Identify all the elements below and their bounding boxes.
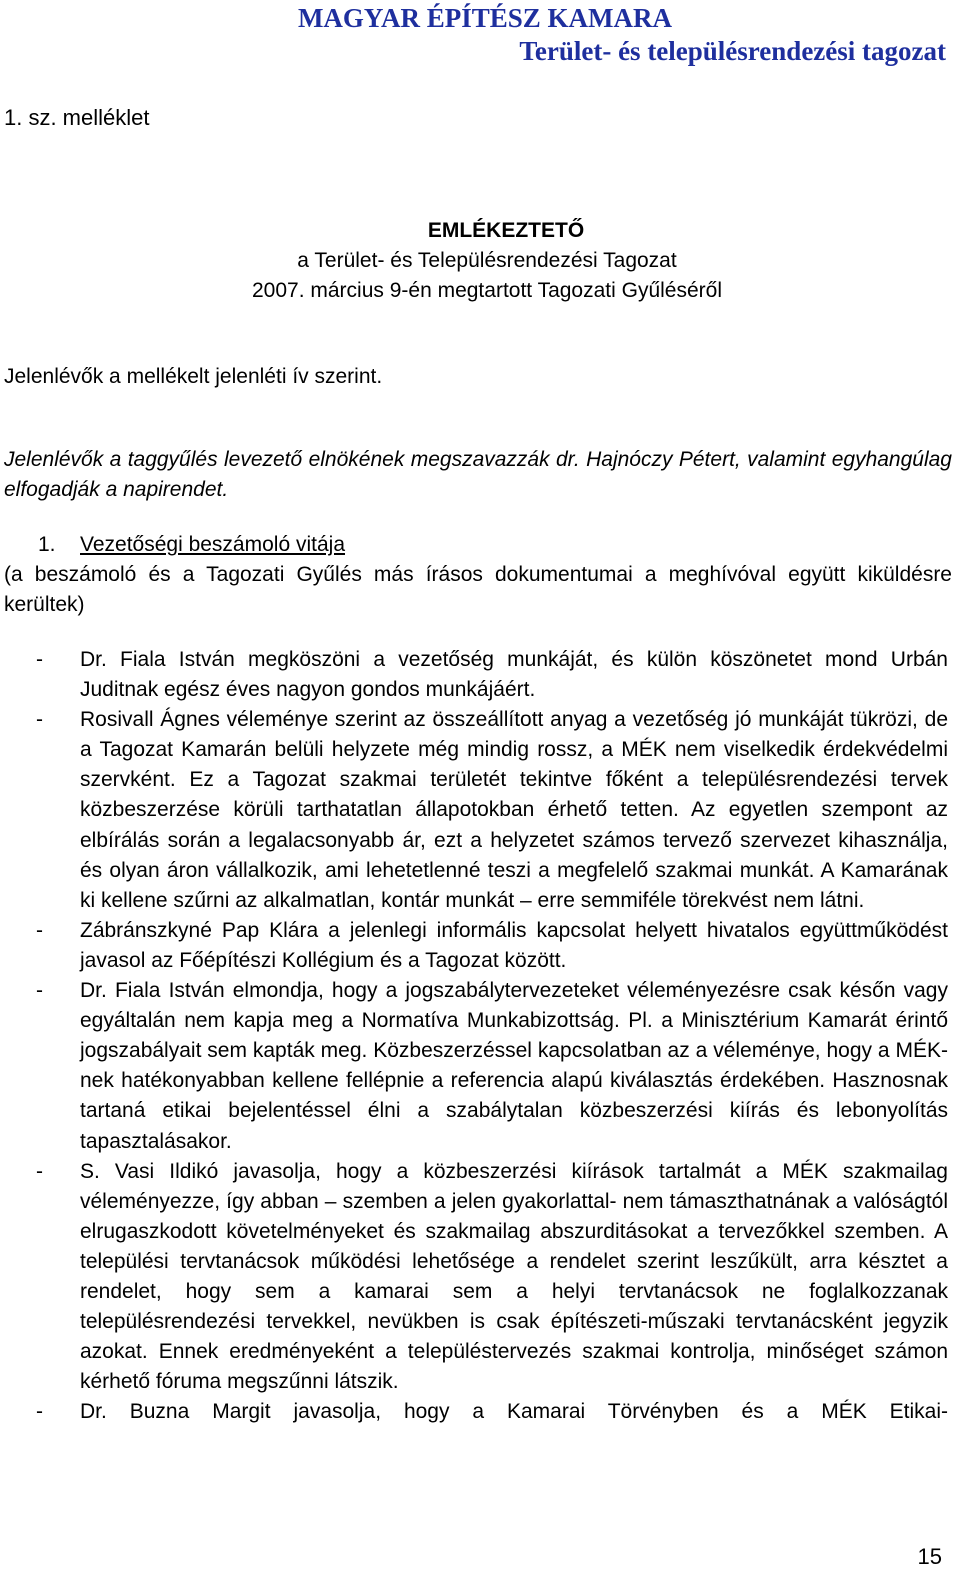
- comment-text: Zábránszkyné Pap Klára a jelenlegi informális kapcsolat helyett hivatalos együttműködést javasol az Főépítészi Kollégium és a Tagozat között.: [80, 918, 948, 972]
- comment-item: [0, 916, 948, 976]
- comment-text: Dr. Fiala István elmondja, hogy a jogszabálytervezeteket véleményezésre csak későn vagy egyáltalán nem kapja meg a Normatíva Munkabizottság. Pl. a Minisztérium Kamarát érintő jogszabályait sem kapták meg. Közbeszerzéssel kapcsolatban az a véleménye, hogy a MÉK-nek hatékonyabban kellene fellépnie a referencia alapú kiválasztás érdekében. Hasznosnak tartaná etikai bejelentéssel élni a szabálytalan közbeszerzési kiírás és lebonyolítás tapasztalásakor.: [80, 979, 948, 1153]
- memo-title: EMLÉKEZTETŐ: [427, 219, 585, 242]
- comment-item: [0, 1397, 948, 1427]
- organization-name: MAGYAR ÉPÍTÉSZ KAMARA: [297, 3, 672, 33]
- organization-section: Terület- és településrendezési tagozat: [519, 36, 946, 66]
- comment-item: [0, 976, 948, 1157]
- attendance-note: Jelenlévők a mellékelt jelenléti ív szerint.: [4, 365, 383, 388]
- agenda-item-title: Vezetőségi beszámoló vitája: [80, 533, 345, 556]
- comment-item: [0, 645, 948, 705]
- comment-item: [0, 1157, 948, 1398]
- page-number: 15: [917, 1544, 942, 1569]
- organization-header: [298, 2, 946, 68]
- bullet-dash: -: [36, 1400, 43, 1424]
- bullet-dash: -: [36, 708, 43, 732]
- memo-subtitle: a Terület- és Településrendezési Tagozat: [297, 249, 677, 272]
- comment-item: [0, 705, 948, 916]
- comment-text: Dr. Buzna Margit javasolja, hogy a Kamarai Törvényben és a MÉK Etikai-: [80, 1400, 948, 1424]
- memo-date-line: 2007. március 9-én megtartott Tagozati Gyűléséről: [251, 279, 723, 302]
- comment-text: S. Vasi Ildikó javasolja, hogy a közbeszerzési kiírások tartalmát a MÉK szakmailag véleményezze, így abban – szemben a jelen gyakorlattal- nem támaszthatnának a valóságtól elrugaszkodott követelményeket és szakmailag abszurditásokat a tervezőkkel szemben. A települési tervtanácsok működési lehetősége a rendelet szerint leszűkült, arra késztet a rendelet, hogy sem a kamarai sem a helyi tervtanácsok ne foglalkozzanak településrendezési tervekkel, nevükben is csak építészeti-műszaki tervtanácsként jegyzik azokat. Ennek eredményeként a településtervezés szakmai kontrolja, minőséget számon kérhető fóruma megszűnni látszik.: [80, 1159, 948, 1394]
- bullet-dash: -: [36, 648, 43, 671]
- agenda-item-number: 1.: [38, 533, 56, 556]
- bullet-dash: -: [36, 979, 43, 1003]
- comment-list: [0, 645, 960, 1427]
- bullet-dash: -: [36, 918, 43, 942]
- comment-text: Dr. Fiala István megköszöni a vezetőség munkáját, és külön köszönetet mond Urbán Juditnak egész éves nagyon gondos munkájáért.: [80, 648, 948, 702]
- election-paragraph: Jelenlévők a taggyűlés levezető elnökének megszavazzák dr. Hajnóczy Pétert, valamint egyhangúlag elfogadják a napirendet.: [4, 448, 952, 501]
- agenda-item-note: (a beszámoló és a Tagozati Gyűlés más írásos dokumentumai a meghívóval együtt kiküldésre kerültek): [4, 563, 952, 617]
- attachment-label: 1. sz. melléklet: [4, 105, 150, 130]
- bullet-dash: -: [36, 1159, 43, 1183]
- comment-text: Rosivall Ágnes véleménye szerint az összeállított anyag a vezetőség jó munkáját tükrözi, de a Tagozat Kamarán belüli helyzete még mindig rossz, a MÉK nem viselkedik érdekvédelmi szervként. Ez a Tagozat szakmai területét tekintve főként a településrendezési tervek közbeszerzése körüli tarthatatlan állapotokban érhető tetten. Az egyetlen szempont az elbírálás során a legalacsonyabb ár, ezt a helyzetet számos tervező szervezet kihasználja, és olyan áron vállalkozik, ami lehetetlenné teszi a megfelelő szakmai munkát. A Kamarának ki kellene szűrni az alkalmatlan, kontár munkát – erre semmiféle törekvést nem látni.: [80, 708, 948, 912]
- memo-heading: [0, 216, 960, 306]
- agenda-item-heading: [4, 530, 952, 560]
